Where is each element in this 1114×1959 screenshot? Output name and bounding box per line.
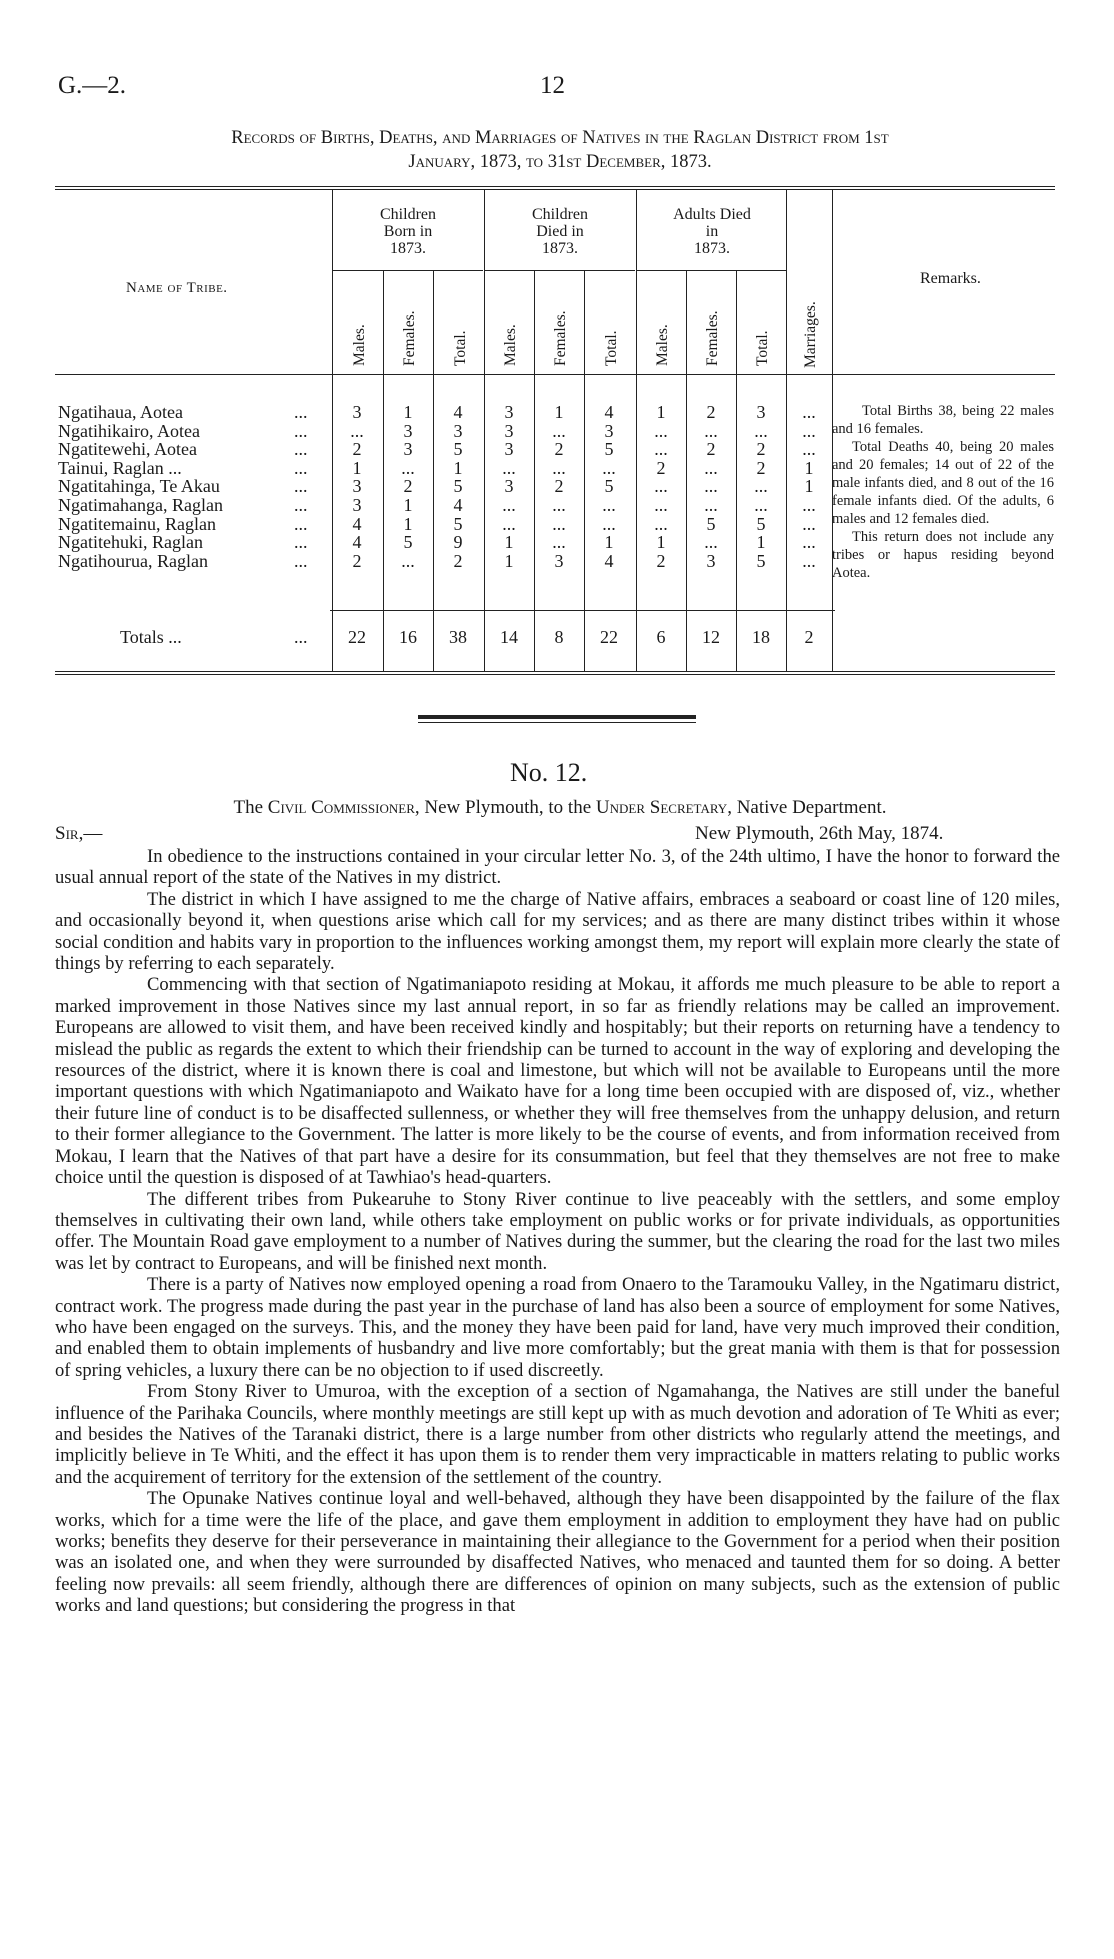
table-cell: 5 [756,550,766,571]
table-cell: ... [502,495,516,515]
group-header-adults-died: Adults Died in 1873. [673,206,751,257]
table-cell: 2 [403,476,413,497]
leader-dots: ... [294,627,308,647]
remarks-deaths: Total Deaths 40, being 20 males and 20 females; 14 out of 22 of the male infants died, and 8 out of the 16 female infants died. Of the adults, 6 males and 12 females died. [832,439,1054,527]
leader-dots: ... [294,495,308,515]
table-cell: ... [502,513,516,534]
letter-subtitle: The Civil Commissioner, New Plymouth, to the Under Secretary, Native Department. [233,797,887,818]
table-cell: ... [552,457,566,478]
letter-number: No. 12. [510,758,588,787]
table-cell: 5 [706,513,716,534]
table-cell: ... [654,420,668,441]
table-cell: 3 [352,476,362,497]
table-cell: ... [602,495,616,515]
leader-dots: ... [294,402,308,422]
table-cell: ... [552,420,566,441]
table-top-rule-thin [55,189,1055,190]
table-cell: ... [602,457,616,478]
group-underline-adult-died [637,270,787,271]
table-cell: ... [802,420,816,441]
table-cell: 1 [756,532,766,553]
table-cell: 3 [756,402,766,422]
table-cell: ... [754,495,768,515]
col-label-adultdied-females: Females. [704,310,721,366]
table-cell: ... [704,476,718,497]
table-cell: 3 [352,402,362,422]
paragraph: From Stony River to Umuroa, with the exception of a section of Ngamahanga, the Natives are still under the baneful influence of the Parihaka Councils, where monthly meetings are still kept up with as much devotion and adoration of Te Whiti as ever; and besides the Natives of the Taranaki district, there is a large number from other districts who regularly attend the meetings, and implicitly believe in Te Whiti, and the effect it has upon them is to render them very impracticable in matters relating to public works and the acquirement of territory for the extension of the settlement of the country. [55,1381,1060,1488]
table-cell: 3 [403,420,413,441]
table-cell: 1 [554,402,564,422]
table-cell: 4 [453,495,463,515]
table-cell: 2 [706,402,716,422]
table-cell: ... [802,402,816,422]
table-cell: ... [401,550,415,571]
col-label-childdied-females: Females. [552,310,569,366]
dateline: New Plymouth, 26th May, 1874. [695,823,944,844]
totals-rule [330,610,835,611]
tribe-column-header: Name of Tribe. [126,280,228,296]
table-cell: 1 [604,532,614,553]
tribe-name: Ngatihaua, Aotea [58,402,183,422]
table-title-line-2: January, 1873, to 31st December, 1873. [408,152,712,172]
table-cell: 3 [352,495,362,515]
table-cell: ... [602,513,616,534]
leader-dots: ... [294,420,308,441]
tribe-name: Tainui, Raglan ... [58,457,182,478]
table-cell: 1 [403,402,413,422]
header-bottom-rule [55,374,1055,375]
tribe-name: Ngatitahinga, Te Akau [58,476,220,497]
paragraph: There is a party of Natives now employed opening a road from Onaero to the Taramouku Valley, in the Ngatimaru district, contract work. The progress made during the past year in the purchase of land has also been a source of employment for some Natives, who have been engaged on the surveys. This, and the money they have been paid for land, have very much improved their condition, and enabled them to obtain implements of husbandry and live more comfortably; but the great mania with them is that for possession of spring vehicles, a luxury there can be no objection to if used discreetly. [55,1274,1060,1381]
page-number: 12 [540,72,565,99]
totals-row [0,628,1114,647]
report-reference: G.—2. [58,72,127,99]
table-cell: ... [802,550,816,571]
table-cell: ... [754,420,768,441]
table-cell: ... [502,457,516,478]
table-cell: 3 [403,439,413,460]
table-cell: 16 [399,627,417,647]
table-cell: 2 [656,550,666,571]
tribe-name: Ngatitewehi, Aotea [58,439,197,460]
table-cell: 3 [504,420,514,441]
group-header-children-died: Children Died in 1873. [532,206,588,257]
table-cell: ... [704,532,718,553]
remarks-text [832,402,1054,582]
paragraph: Commencing with that section of Ngatimaniapoto residing at Mokau, it affords me much pleasure to be able to report a marked improvement in those Natives since my last annual report, in so far as friendly relations may be called an improvement. Europeans are allowed to visit them, and have been received kindly and hospitably; but their reports on returning have a tendency to mislead the public as regards the extent to which their friendship can be turned to account in the way of exploring and developing the resources of the district, where it is known there is coal and limestone, but which will not be available to Europeans until the more important questions with which Ngatimaniapoto and Waikato have for a long time been occupied with are disposed of, viz., whether their future line of conduct is to be disaffected sullenness, or whether they will free themselves from the unhappy delusion, and return to their former allegiance to the Government. The latter is more likely to be the course of events, and from information received from Mokau, I learn that the Natives of that part have a desire for its consummation, but feel that they themselves are not free to make choice until the question is disposed of at Tawhiao's head-quarters. [55,974,1060,1189]
remarks-note: This return does not include any tribes or hapus residing beyond Aotea. [832,529,1054,581]
table-cell: 3 [453,420,463,441]
table-cell: 4 [352,513,362,534]
table-cell: 2 [756,457,766,478]
tribe-name: Ngatihikairo, Aotea [58,420,200,441]
table-cell: 5 [604,476,614,497]
table-cell: 1 [656,532,666,553]
table-cell: ... [654,476,668,497]
paragraph: The district in which I have assigned to me the charge of Native affairs, embraces a seaboard or coast line of 120 miles, and occasionally beyond it, when questions arise which call for my services; and as there are many distinct tribes within it whose social condition and habits vary in proportion to the influences working amongst them, my report will explain more clearly the state of things by referring to each separately. [55,888,1060,975]
table-cell: ... [802,513,816,534]
table-cell: ... [401,457,415,478]
table-cell: 2 [804,627,814,647]
table-cell: ... [654,439,668,460]
remarks-births: Total Births 38, being 22 males and 16 females. [832,403,1054,437]
table-cell: 22 [348,627,366,647]
table-cell: 2 [352,439,362,460]
tribe-name: Ngatitemainu, Raglan [58,513,216,534]
table-cell: 2 [352,550,362,571]
table-title [80,126,1040,174]
table-cell: 1 [352,457,362,478]
paragraph: The Opunake Natives continue loyal and well-behaved, although they have been disappointed by the failure of the flax works, which for a time were the life of the place, and gave them employment in addition to employment they have had on public works; benefits they deserve for their perseverance in maintaining their allegiance to the Government for a period when their position was an isolated one, and when they were surrounded by disaffected Natives, who menaced and taunted them for so doing. A better feeling now prevails: all seem friendly, although there are differences of opinion on many subjects, such as the extension of public works and land questions; but considering the progress in that [55,1488,1060,1617]
section-separator [418,715,696,719]
table-cell: 3 [504,476,514,497]
section-separator-thin [418,722,696,723]
table-cell: ... [802,495,816,515]
table-cell: 2 [656,457,666,478]
table-cell: 2 [756,439,766,460]
table-cell: 2 [453,550,463,571]
paragraph: In obedience to the instructions contained in your circular letter No. 3, of the 24th ultimo, I have the honor to forward the usual annual report of the state of the Natives in my district. [55,846,1060,889]
remarks-column-header: Remarks. [920,270,981,287]
table-cell: ... [654,495,668,515]
table-cell: 1 [656,402,666,422]
col-label-adultdied-total: Total. [754,330,771,366]
table-cell: 8 [554,627,564,647]
paragraph: The different tribes from Pukearuhe to Stony River continue to live peaceably with the settlers, and some employ themselves in cultivating their own land, while others take employment on public works or for private individuals, as opportunities offer. The Mountain Road gave employment to a number of Natives during the summer, but the clearing the road for the last two miles was let by contract to Europeans, and will be finished next month. [55,1188,1060,1274]
col-label-adultdied-males: Males. [654,324,671,366]
table-cell: 9 [453,532,463,553]
table-cell: 2 [706,439,716,460]
table-cell: 14 [500,627,518,647]
group-underline-child-died [485,270,635,271]
table-cell: 1 [804,457,814,478]
table-cell: ... [802,439,816,460]
leader-dots: ... [294,532,308,553]
leader-dots: ... [294,550,308,571]
table-cell: 18 [752,627,770,647]
table-cell: 5 [756,513,766,534]
col-label-childdied-total: Total. [603,330,620,366]
table-cell: ... [802,532,816,553]
table-cell: 4 [453,402,463,422]
col-label-childdied-males: Males. [502,324,519,366]
group-header-children-born: Children Born in 1873. [380,206,436,257]
table-cell: 38 [449,627,467,647]
table-cell: 1 [804,476,814,497]
table-cell: 5 [453,476,463,497]
table-cell: 1 [504,532,514,553]
table-cell: 1 [403,513,413,534]
table-cell: 6 [656,627,666,647]
leader-dots: ... [294,513,308,534]
table-cell: 3 [604,420,614,441]
col-label-marriages: Marriages. [802,301,819,368]
table-cell: ... [552,495,566,515]
table-title-line-1: Records of Births, Deaths, and Marriages of Natives in the Raglan District from 1st [231,128,889,148]
leader-dots: ... [294,457,308,478]
totals-label: Totals ... [120,627,182,647]
table-cell: 3 [706,550,716,571]
table-cell: ... [654,513,668,534]
table-cell: ... [552,513,566,534]
table-cell: ... [704,420,718,441]
table-cell: ... [704,457,718,478]
table-cell: 4 [352,532,362,553]
table-cell: 12 [702,627,720,647]
col-label-born-females: Females. [401,310,418,366]
table-top-rule [55,186,1055,187]
letter-body [55,846,1060,1617]
table-cell: 1 [453,457,463,478]
table-cell: 3 [504,402,514,422]
salutation: Sir,— [55,823,103,844]
tribe-name: Ngatitehuki, Raglan [58,532,203,553]
table-cell: 1 [504,550,514,571]
table-cell: 3 [554,550,564,571]
table-cell: 5 [453,513,463,534]
table-bottom-rule [55,671,1055,672]
table-cell: 1 [403,495,413,515]
table-cell: ... [704,495,718,515]
table-cell: 5 [403,532,413,553]
table-cell: ... [552,532,566,553]
table-cell: 22 [600,627,618,647]
table-cell: 4 [604,550,614,571]
table-cell: ... [754,476,768,497]
col-label-born-males: Males. [351,324,368,366]
col-label-born-total: Total. [452,330,469,366]
leader-dots: ... [294,476,308,497]
leader-dots: ... [294,439,308,460]
table-cell: 5 [604,439,614,460]
tribe-name: Ngatihourua, Raglan [58,550,208,571]
table-cell: 2 [554,439,564,460]
table-cell: ... [350,420,364,441]
table-cell: 5 [453,439,463,460]
table-bottom-rule-thin [55,674,1055,675]
table-cell: 4 [604,402,614,422]
table-cell: 2 [554,476,564,497]
group-underline-born [333,270,483,271]
table-cell: 3 [504,439,514,460]
tribe-name: Ngatimahanga, Raglan [58,495,223,515]
